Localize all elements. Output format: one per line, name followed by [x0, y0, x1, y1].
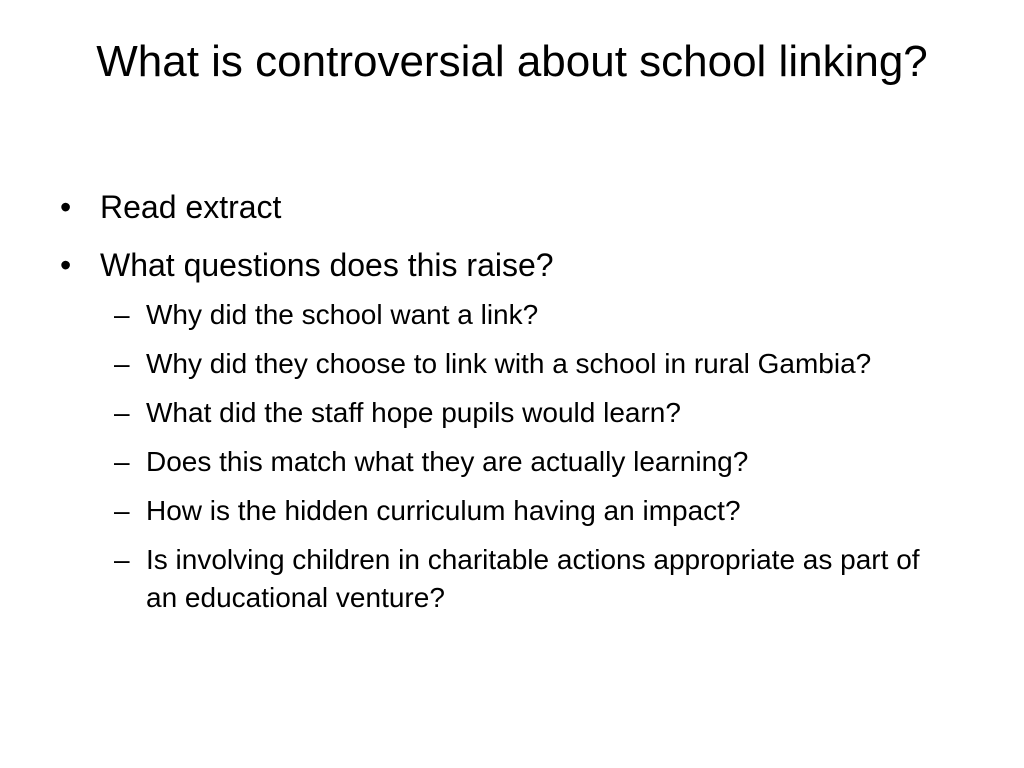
sub-bullet-text: Why did they choose to link with a school in rural Gambia? — [146, 348, 872, 379]
bullet-item — [58, 188, 958, 226]
bullet-marker: • — [60, 247, 72, 283]
sub-bullet-item — [112, 296, 958, 334]
slide-body — [58, 188, 958, 628]
sub-bullet-text: How is the hidden curriculum having an impact? — [146, 495, 741, 526]
bullet-text: Read extract — [100, 189, 282, 225]
dash-marker: – — [114, 544, 130, 575]
sub-bullet-text: What did the staff hope pupils would learn? — [146, 397, 681, 428]
dash-marker: – — [114, 446, 130, 477]
dash-marker: – — [114, 397, 130, 428]
sub-bullet-text: Is involving children in charitable actions appropriate as part of an educational venture? — [146, 544, 920, 613]
slide-title: What is controversial about school linking? — [96, 37, 928, 86]
sub-bullet-item — [112, 541, 958, 617]
dash-marker: – — [114, 495, 130, 526]
sub-bullet-text: Does this match what they are actually learning? — [146, 446, 749, 477]
bullet-item — [58, 246, 958, 284]
sub-bullet-item — [112, 492, 958, 530]
sub-bullet-item — [112, 394, 958, 432]
sub-bullet-item — [112, 345, 958, 383]
bullet-marker: • — [60, 189, 72, 225]
sub-bullet-text: Why did the school want a link? — [146, 299, 539, 330]
bullet-text: What questions does this raise? — [100, 247, 554, 283]
sub-bullet-item — [112, 443, 958, 481]
dash-marker: – — [114, 348, 130, 379]
sub-bullet-list — [58, 296, 958, 617]
dash-marker: – — [114, 299, 130, 330]
